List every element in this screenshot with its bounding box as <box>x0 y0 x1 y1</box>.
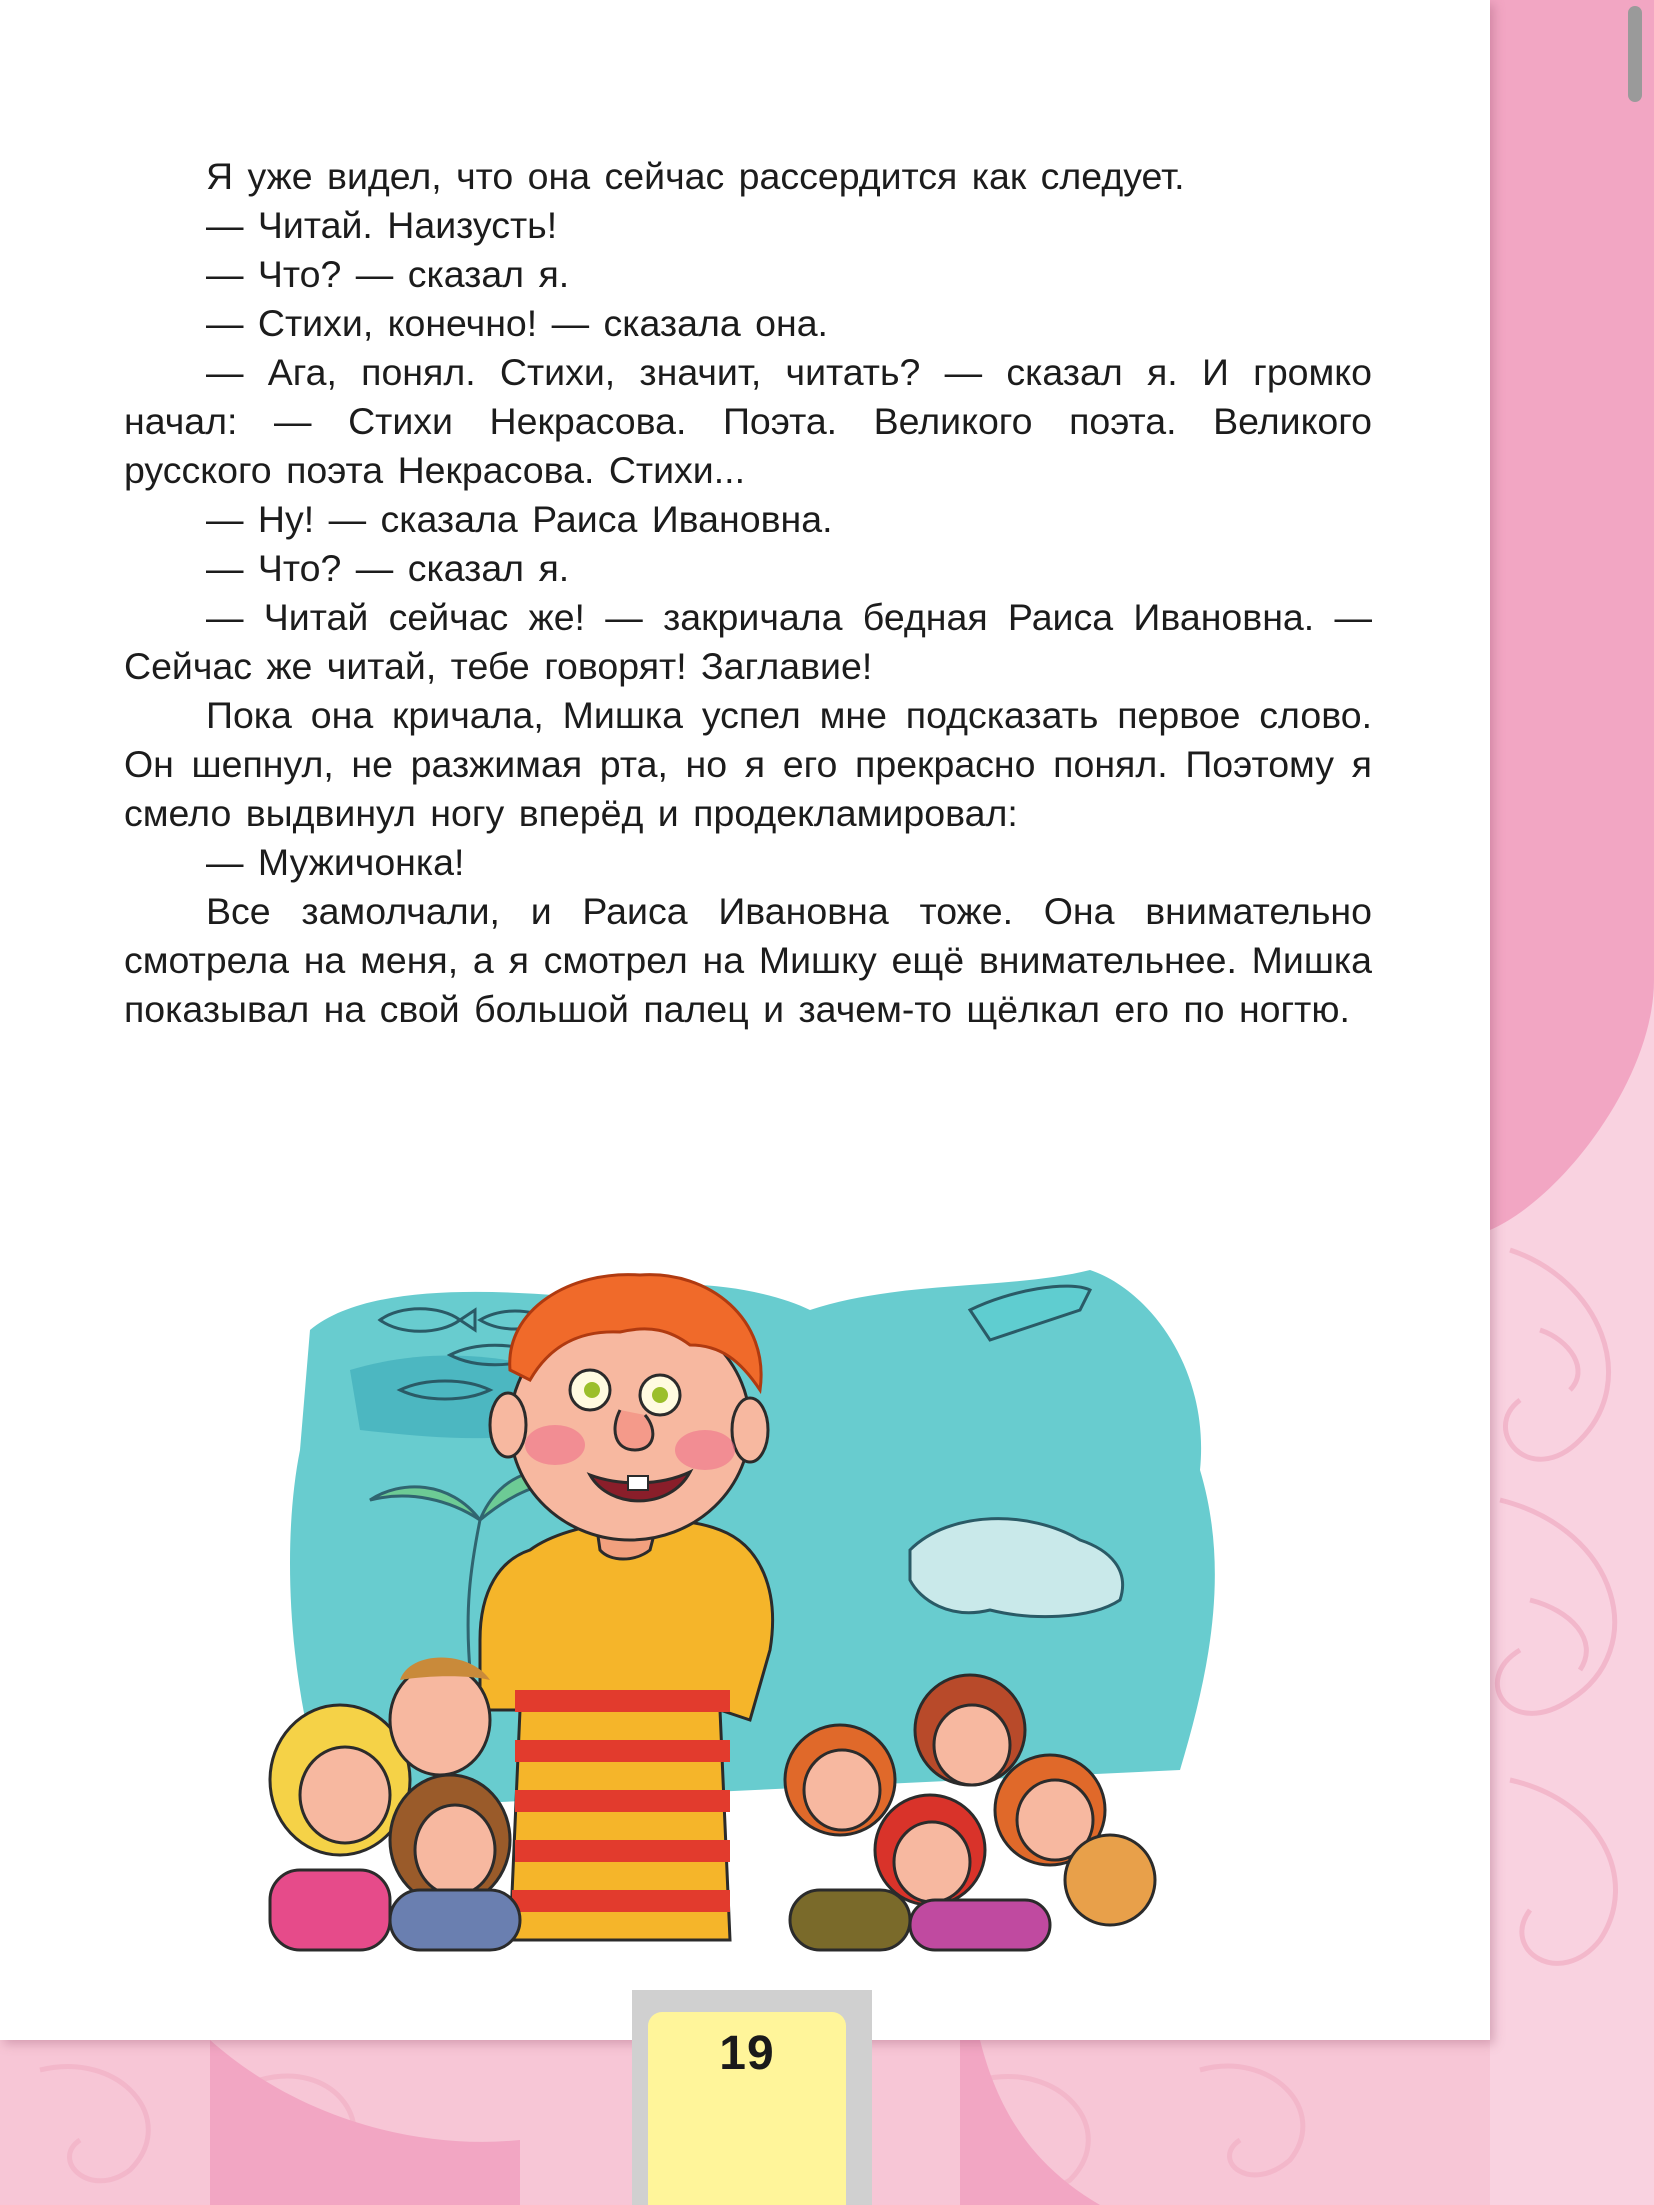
paragraph: — Мужичонка! <box>206 841 465 883</box>
page-number: 19 <box>719 2027 775 2080</box>
page-number-badge <box>648 2012 846 2205</box>
paragraph: — Что? — сказал я. <box>206 253 570 295</box>
paragraph: — Ага, понял. Стихи, значит, читать? — сказал я. И громко начал: — Стихи Некрасова. Поэта. Великого поэта. Великого русского поэта Некрасова. Стихи... <box>124 351 1372 491</box>
scrollbar-thumb[interactable] <box>1628 6 1642 102</box>
boy-with-classmates-illustration <box>250 1250 1270 1970</box>
paragraph: Я уже видел, что она сейчас рассердится как следует. <box>206 155 1185 197</box>
paragraph: — Ну! — сказала Раиса Ивановна. <box>206 498 833 540</box>
boy-figure <box>480 1275 773 1940</box>
paragraph: — Стихи, конечно! — сказала она. <box>206 302 828 344</box>
paragraph: — Читай сейчас же! — закричала бедная Раиса Ивановна. — Сейчас же читай, тебе говорят! Заглавие! <box>124 596 1372 687</box>
paragraph: Пока она кричала, Мишка успел мне подсказать первое слово. Он шепнул, не разжимая рта, но я его прекрасно понял. Поэтому я смело выдвинул ногу вперёд и продекламировал: <box>124 694 1372 834</box>
paragraph: Все замолчали, и Раиса Ивановна тоже. Она внимательно смотрела на меня, а я смотрел на Мишку ещё внимательнее. Мишка показывал на свой большой палец и зачем-то щёлкал его по ногтю. <box>124 890 1372 1030</box>
paragraph: — Читай. Наизусть! <box>206 204 558 246</box>
paragraph: — Что? — сказал я. <box>206 547 570 589</box>
story-text <box>124 152 1372 1034</box>
